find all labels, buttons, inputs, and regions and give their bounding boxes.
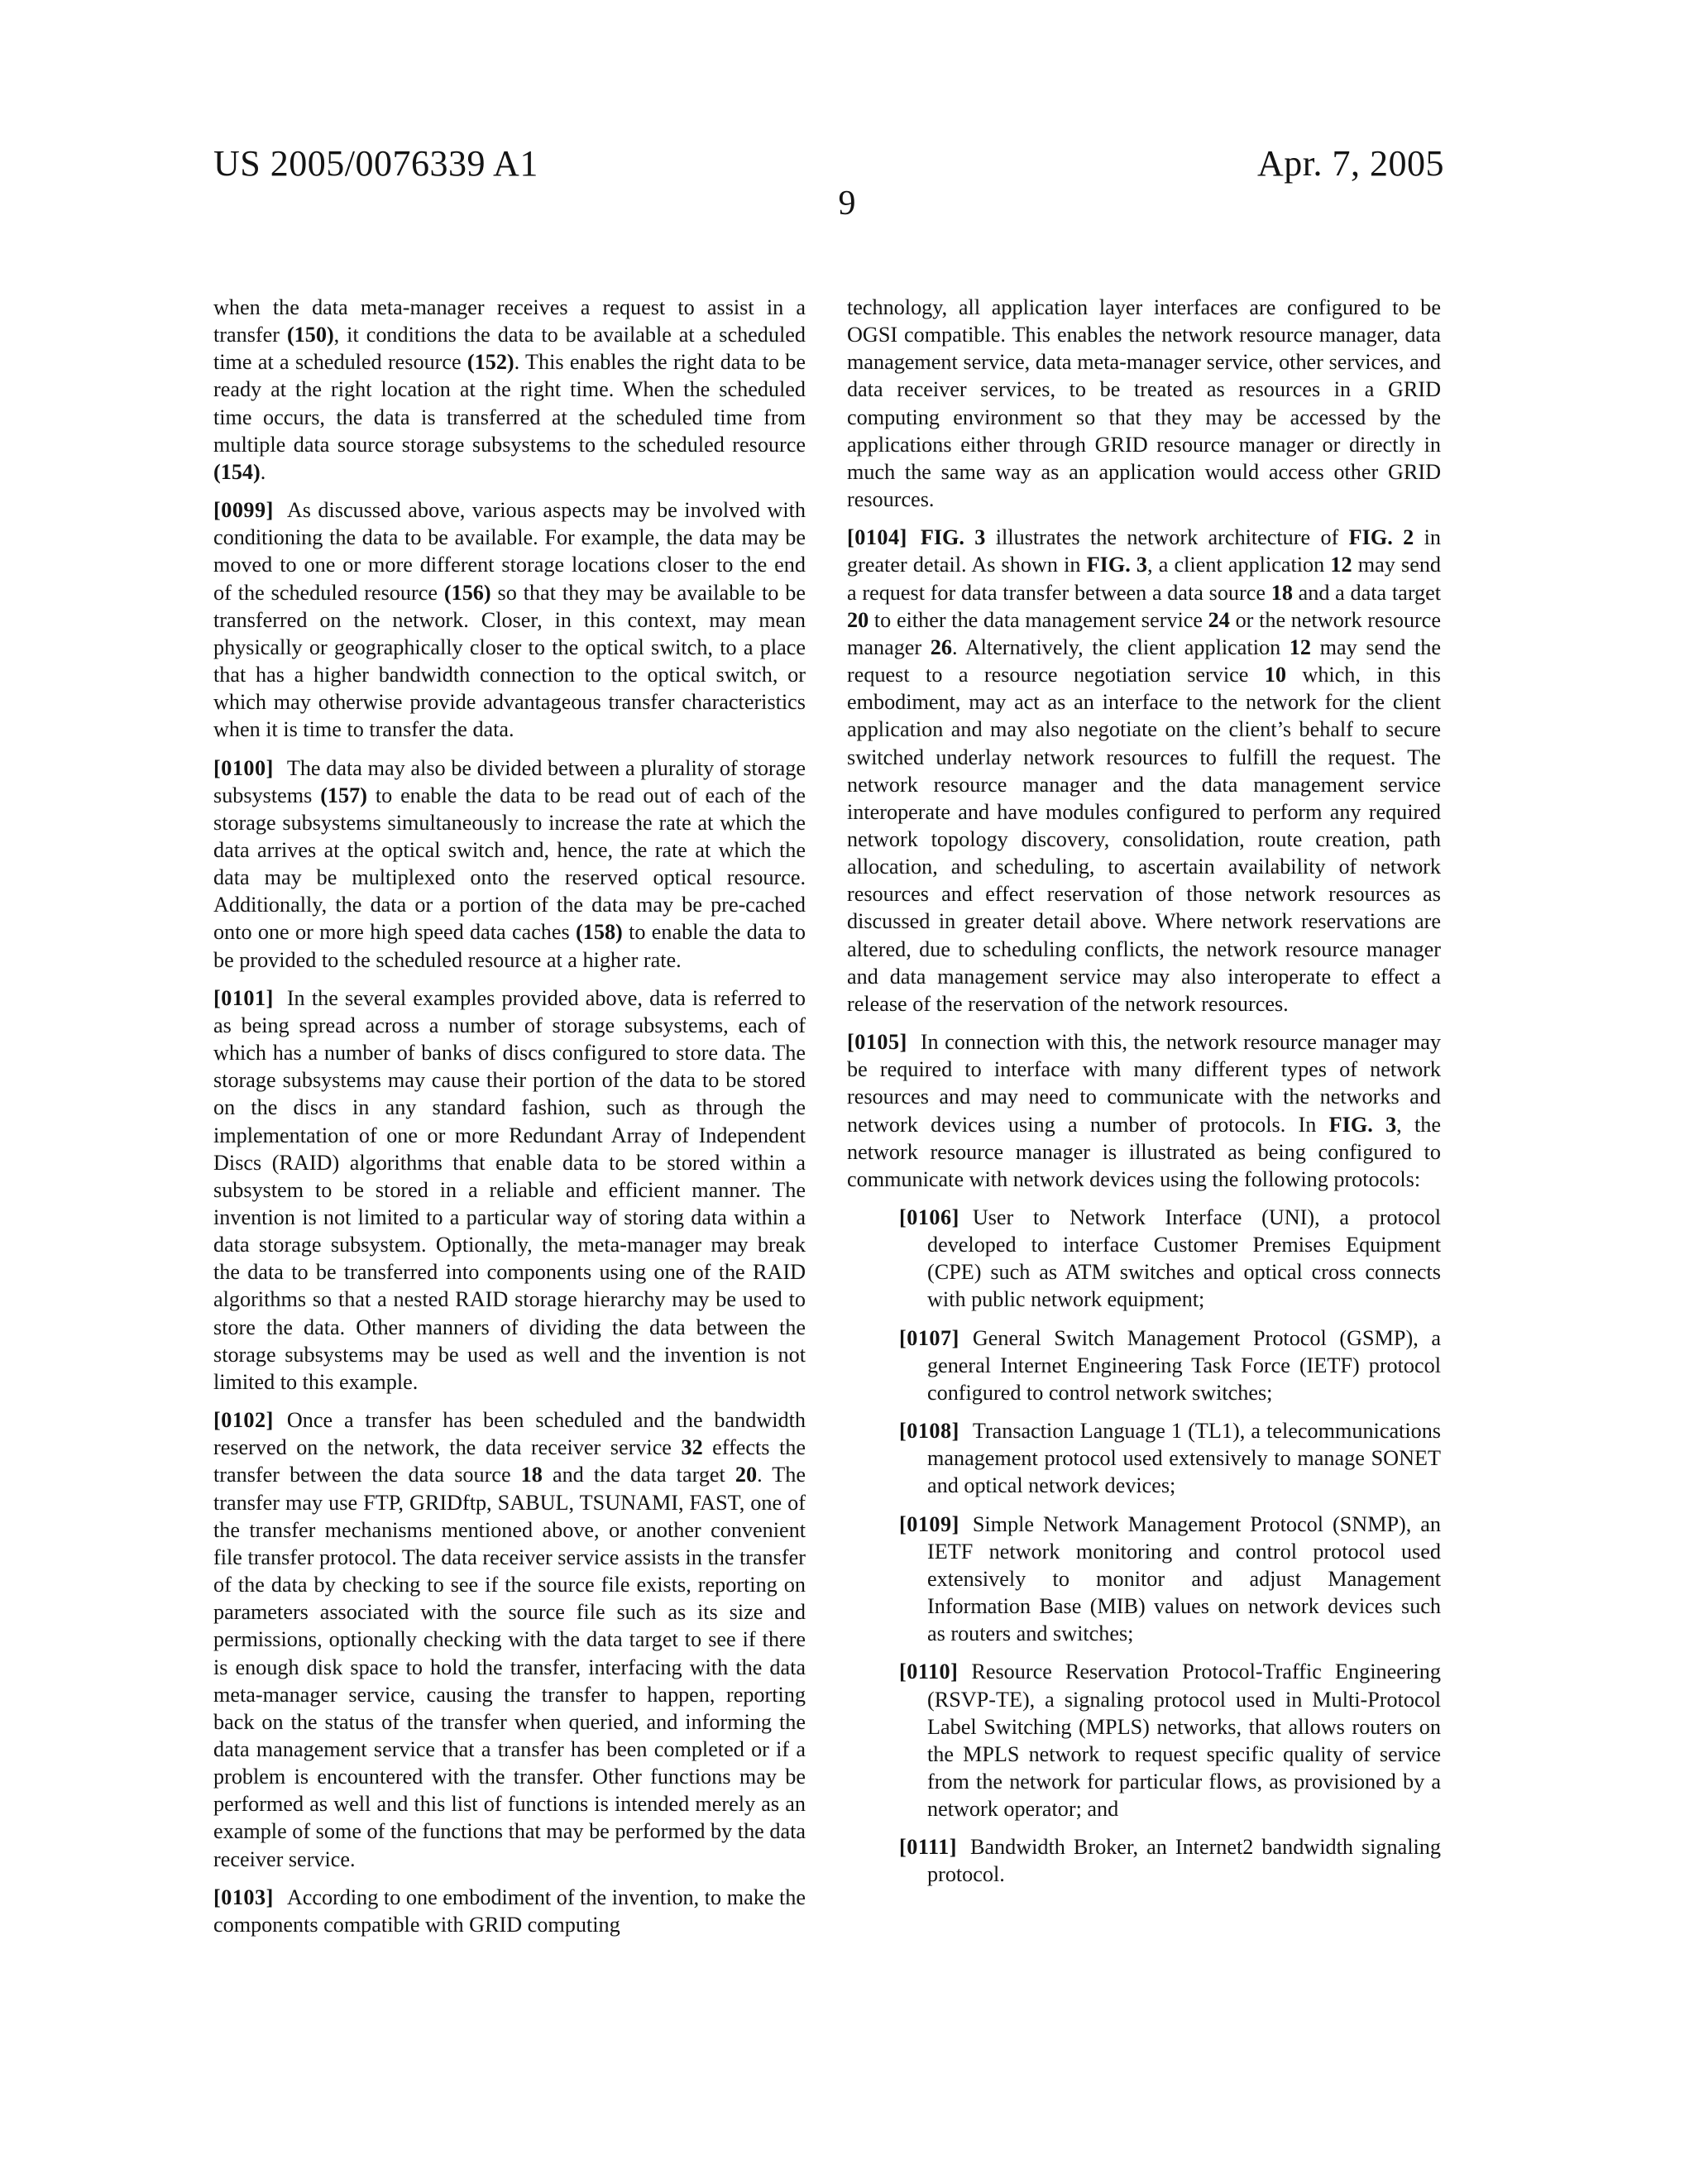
right-column (847, 294, 1441, 1899)
paragraph-number: [0110] (899, 1660, 959, 1684)
paragraph-0101: [0101] In the several examples provided above, data is referred to as being spread across a number of storage subsystems, each of which has a number of banks of discs configured to store data. The storage subsystems may cause their portion of the data to be stored on the discs in any standard fashion, such as through the implementation of one or more Redundant Array of Independent Discs (RAID) algorithms that enable data to be stored within a subsystem to be stored in a reliable and efficient manner. The invention is not limited to a particular way of storing data within a data storage subsystem. Optionally, the meta-manager may break the data to be transferred into components using one of the RAID algorithms so that a nested RAID storage hierarchy may be used to store the data. Other manners of dividing the data between the storage subsystems may be used as well and the invention is not limited to this example. (213, 985, 806, 1394)
paragraph-number: [0108] (899, 1419, 959, 1444)
paragraph-number: [0104] (847, 525, 907, 550)
paragraph-continuation: technology, all application layer interfaces are configured to be OGSI compatible. This enables the network resource manager, data management service, data meta-manager service, other services, and data receiver services, to be treated as resources in a GRID computing environment so that they may be accessed by the applications either through GRID resource manager or directly in much the same way as an application would access other GRID resources. (847, 295, 1441, 512)
paragraph-0110: [0110] Resource Reservation Protocol-Traffic Engineering (RSVP-TE), a signaling protocol used in Multi-Protocol Label Switching (MPLS) networks, that allows routers on the MPLS network to request specific quality of service from the network for particular flows, as provisioned by a network operator; and (899, 1660, 1441, 1822)
paragraph-0109: [0109] Simple Network Management Protocol (SNMP), an IETF network monitoring and control protocol used extensively to monitor and adjust Management Information Base (MIB) values on network devices such as routers and switches; (899, 1511, 1441, 1646)
left-column (213, 294, 806, 1949)
paragraph-number: [0099] (213, 498, 274, 523)
paragraph-0108: [0108] Transaction Language 1 (TL1), a telecommunications management protocol used extensively to manage SONET and optical network devices; (899, 1419, 1441, 1498)
paragraph-0111: [0111] Bandwidth Broker, an Internet2 bandwidth signaling protocol. (899, 1835, 1441, 1887)
publication-date: Apr. 7, 2005 (1257, 143, 1444, 184)
publication-number: US 2005/0076339 A1 (213, 143, 538, 184)
paragraph-number: [0102] (213, 1408, 274, 1433)
paragraph-0106: [0106] User to Network Interface (UNI), a protocol developed to interface Customer Premises Equipment (CPE) such as ATM switches and optical cross connects with public network equipment; (899, 1205, 1441, 1312)
paragraph-number: [0109] (899, 1511, 959, 1536)
paragraph-0099: [0099] As discussed above, various aspects may be involved with conditioning the data to be available. For example, the data may be moved to one or more different storage locations closer to the end of the scheduled resource (156) so that they may be available to be transferred on the network. Closer, in this context, may mean physically or geographically closer to the optical switch, to a place that has a higher bandwidth connection to the optical switch, or which may otherwise provide advantageous transfer characteristics when it is time to transfer the data. (213, 498, 806, 742)
paragraph-number: [0107] (899, 1325, 959, 1350)
paragraph-number: [0103] (213, 1885, 274, 1909)
paragraph-number: [0101] (213, 985, 274, 1010)
paragraph-0100: [0100] The data may also be divided between a plurality of storage subsystems (157) to enable the data to be read out of each of the storage subsystems simultaneously to increase the rate at which the data arrives at the optical switch and, hence, the rate at which the data may be multiplexed onto the reserved optical resource. Additionally, the data or a portion of the data may be pre-cached onto one or more high speed data caches (158) to enable the data to be provided to the scheduled resource at a higher rate. (213, 755, 806, 972)
paragraph-0104: [0104] FIG. 3 illustrates the network architecture of FIG. 2 in greater detail. As shown in FIG. 3, a client application 12 may send a request for data transfer between a data source 18 and a data target 20 to either the data management service 24 or the network resource manager 26. Alternatively, the client application 12 may send the request to a resource negotiation service 10 which, in this embodiment, may act as an interface to the network for the client application and may also negotiate on the client’s behalf to secure switched underlay network resources to fulfill the request. The network resource manager and the data management service interoperate and have modules configured to perform any required network topology discovery, consolidation, route creation, path allocation, and scheduling, to ascertain availability of network resources and effect reservation of those network resources as discussed in greater detail above. Where network reservations are altered, due to scheduling conflicts, the network resource manager and data management service may also interoperate to effect a release of the reservation of the network resources. (847, 525, 1442, 1016)
paragraph-number: [0100] (213, 755, 274, 780)
paragraph-continuation: when the data meta-manager receives a request to assist in a transfer (150), it conditions the data to be available at a scheduled time at a scheduled resource (152). This enables the right data to be ready at the right location at the right time. When the scheduled time occurs, the data is transferred at the scheduled time from multiple data source storage subsystems to the scheduled resource (154). (213, 295, 806, 484)
paragraph-number: [0111] (899, 1835, 957, 1860)
paragraph-0105: [0105] In connection with this, the network resource manager may be required to interface with many different types of network resources and may need to communicate with the networks and network devices using a number of protocols. In FIG. 3, the network resource manager is illustrated as being configured to communicate with network devices using the following protocols: (847, 1030, 1442, 1191)
paragraph-0107: [0107] General Switch Management Protocol (GSMP), a general Internet Engineering Task Force (IETF) protocol configured to control network switches; (899, 1325, 1441, 1405)
paragraph-number: [0106] (899, 1205, 959, 1229)
paragraph-number: [0105] (847, 1030, 907, 1055)
paragraph-0103: [0103] According to one embodiment of the invention, to make the components compatible with GRID computing (213, 1885, 806, 1937)
page-number: 9 (838, 184, 856, 223)
paragraph-0102: [0102] Once a transfer has been scheduled and the bandwidth reserved on the network, the data receiver service 32 effects the transfer between the data source 18 and the data target 20. The transfer may use FTP, GRIDftp, SABUL, TSUNAMI, FAST, one of the transfer mechanisms mentioned above, or another convenient file transfer protocol. The data receiver service assists in the transfer of the data by checking to see if the source file exists, reporting on parameters associated with the source file such as its size and permissions, optionally checking with the data target to see if there is enough disk space to hold the transfer, interfacing with the data meta-manager service, causing the transfer to happen, reporting back on the status of the transfer when queried, and informing the data management service that a transfer has been completed or if a problem is encountered with the transfer. Other functions may be performed as well and this list of functions is intended merely as an example of some of the functions that may be performed by the data receiver service. (213, 1408, 806, 1871)
